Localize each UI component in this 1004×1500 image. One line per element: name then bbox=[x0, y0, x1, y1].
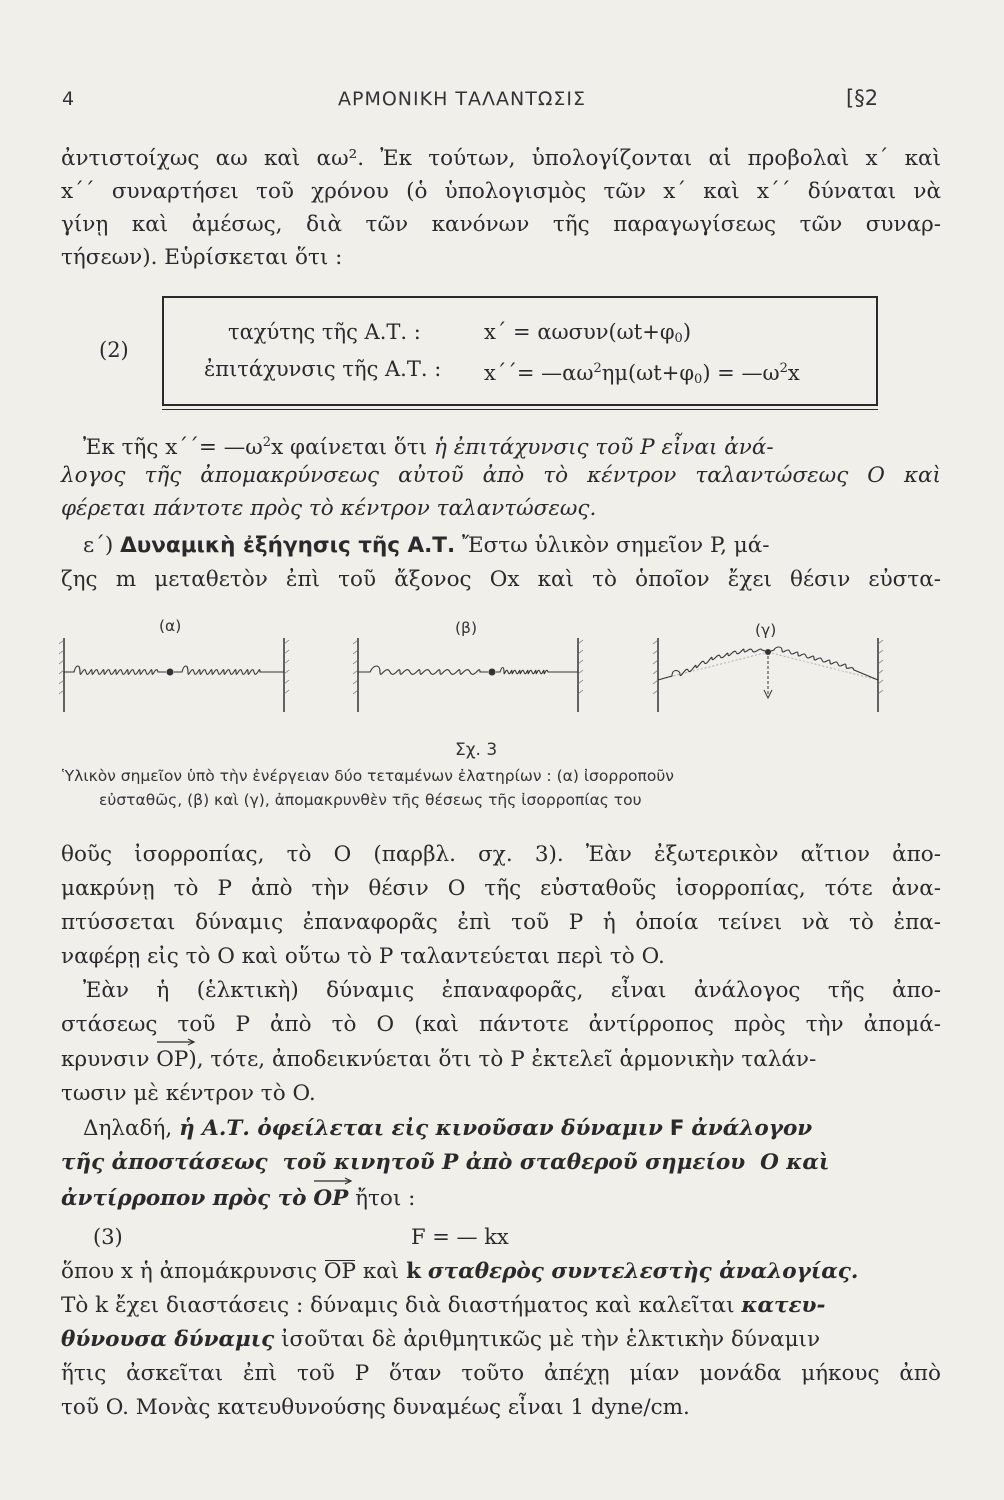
equation-number: (2) bbox=[99, 338, 129, 362]
text-line: ἀντίρροπον πρὸς τὸ OP ἤτοι : bbox=[61, 1186, 941, 1212]
vector-op: OP bbox=[156, 1047, 188, 1073]
text-line: στάσεως τοῦ P ἀπὸ τὸ O (καὶ πάντοτε ἀντίρροπος πρὸς τὴν ἀπομά- bbox=[61, 1012, 941, 1037]
acceleration-label: ἐπιτάχυνσις τῆς Α.Τ. : bbox=[204, 357, 442, 381]
text-line: λογος τῆς ἀπομακρύνσεως αὐτοῦ ἀπὸ τὸ κέντρον ταλαντώσεως O καὶ bbox=[61, 463, 941, 488]
text-line: κρυνσιν OP), τότε, ἀποδεικνύεται ὅτι τὸ P ἐκτελεῖ ἁρμονικὴν ταλάν- bbox=[61, 1047, 941, 1073]
section-mark: [§2 bbox=[846, 86, 879, 110]
text-line: Ἐκ τῆς $x΄΄= —\omega^2x$ φαίνεται ὅτι ἡ ἐπιτάχυνσις τοῦ P εἶναι ἀνά- bbox=[83, 435, 774, 460]
text-line: τήσεων). Εὑρίσκεται ὅτι : bbox=[61, 245, 343, 270]
mass-point bbox=[167, 669, 174, 676]
text-line: ναφέρῃ εἰς τὸ O καὶ οὕτω τὸ P ταλαντεύεται περὶ τὸ O. bbox=[61, 944, 665, 969]
figure-caption-line: Ὑλικὸν σημεῖον ὑπὸ τὴν ἐνέργειαν δύο τεταμένων ἐλατηρίων : (α) ἰσορροποῦν bbox=[62, 767, 674, 785]
text-line: μακρύνῃ τὸ P ἀπὸ τὴν θέσιν O τῆς εὐσταθοῦς ἰσορροπίας, τότε ἀνα- bbox=[61, 876, 941, 901]
text-line: ζης m μεταθετὸν ἐπὶ τοῦ ἄξονος Οx καὶ τὸ ὁποῖον ἔχει θέσιν εὐστα- bbox=[61, 567, 941, 592]
text-line: φέρεται πάντοτε πρὸς τὸ κέντρον ταλαντώσεως. bbox=[61, 496, 597, 521]
vector-op: OP bbox=[313, 1186, 348, 1212]
text-line: ε΄) Δυναμικὴ ἐξήγησις τῆς Α.Τ. Ἔστω ὑλικὸν σημεῖον P, μά- bbox=[83, 533, 770, 558]
spring-diagram-b bbox=[350, 630, 586, 720]
text-line: ἥτις ἀσκεῖται ἐπὶ τοῦ P ὅταν τοῦτο ἀπέχῃ μίαν μονάδα μήκους ἀπὸ bbox=[61, 1361, 941, 1386]
text-line: Τὸ k ἔχει διαστάσεις : δύναμις διὰ διαστήματος καὶ καλεῖται κατευ- bbox=[61, 1293, 826, 1318]
mass-point bbox=[489, 669, 496, 676]
spring-diagram-a bbox=[56, 630, 292, 720]
text-line: πτύσσεται δύναμις ἐπαναφορᾶς ἐπὶ τοῦ P ἡ ὁποία τείνει νὰ τὸ ἐπα- bbox=[61, 910, 941, 935]
velocity-formula: $x΄ = \alpha\omega\sigma\upsilon\nu(\omega t+\varphi_0)$ bbox=[484, 320, 692, 346]
equation-number: (3) bbox=[93, 1225, 123, 1249]
figure-label-a: (α) bbox=[159, 617, 182, 635]
spring-diagram-c bbox=[650, 630, 890, 720]
page-number: 4 bbox=[62, 88, 75, 110]
text-line: γίνῃ καὶ ἀμέσως, διὰ τῶν κανόνων τῆς παραγωγίσεως τῶν συναρ- bbox=[61, 212, 941, 237]
text-line: Ἐὰν ἡ (ἑλκτικὴ) δύναμις ἐπαναφορᾶς, εἶναι ἀνάλογος τῆς ἀπο- bbox=[83, 978, 941, 1003]
text-line: τοῦ O. Μονὰς κατευθυνούσης δυναμέως εἶναι 1 dyne/cm. bbox=[61, 1395, 690, 1420]
text-line: ὅπου x ἡ ἀπομάκρυνσις OP καὶ k σταθερὸς συντελεστὴς ἀναλογίας. bbox=[61, 1259, 859, 1284]
running-title: ΑΡΜΟΝΙΚΗ ΤΑΛΑΝΤΩΣΙΣ bbox=[338, 88, 586, 110]
text-line: x΄΄ συναρτήσει τοῦ χρόνου (ὁ ὑπολογισμὸς τῶν x΄ καὶ x΄΄ δύναται νὰ bbox=[61, 179, 941, 204]
figure-caption-line: εὐσταθῶς, (β) καὶ (γ), ἀπομακρυνθὲν τῆς θέσεως τῆς ἰσορροπίας του bbox=[99, 791, 642, 809]
text-line: Δηλαδή, ἡ Α.Τ. ὀφείλεται εἰς κινοῦσαν δύναμιν F ἀνάλογον bbox=[83, 1116, 813, 1141]
section-heading: Δυναμικὴ ἐξήγησις τῆς Α.Τ. bbox=[120, 533, 456, 558]
text-line: τῆς ἀποστάσεως τοῦ κινητοῦ P ἀπὸ σταθεροῦ σημείου O καὶ bbox=[61, 1150, 830, 1175]
segment-op: OP bbox=[323, 1259, 356, 1284]
text-line: θοῦς ἰσορροπίας, τὸ O (παρβλ. σχ. 3). Ἐὰν ἐξωτερικὸν αἴτιον ἀπο- bbox=[61, 842, 941, 867]
figure-label-c: (γ) bbox=[755, 621, 777, 639]
text-line: τωσιν μὲ κέντρον τὸ O. bbox=[61, 1081, 316, 1106]
text-line: ἀντιστοίχως αω καὶ αω². Ἐκ τούτων, ὑπολογίζονται αἱ προβολαὶ x΄ καὶ bbox=[61, 146, 941, 171]
acceleration-formula: $x΄΄= —\alpha\omega^2\eta\mu(\omega t+\varphi_0)$ = $—\omega^2x$ bbox=[484, 361, 800, 387]
equation-formula: F = — kx bbox=[411, 1225, 509, 1249]
velocity-label: ταχύτης τῆς Α.Τ. : bbox=[228, 320, 421, 344]
figure-caption-title: Σχ. 3 bbox=[455, 740, 498, 760]
figure-label-b: (β) bbox=[455, 619, 477, 637]
text-line: θύνουσα δύναμις ἰσοῦται δὲ ἀριθμητικῶς μὲ τὴν ἑλκτικὴν δύναμιν bbox=[61, 1327, 821, 1352]
